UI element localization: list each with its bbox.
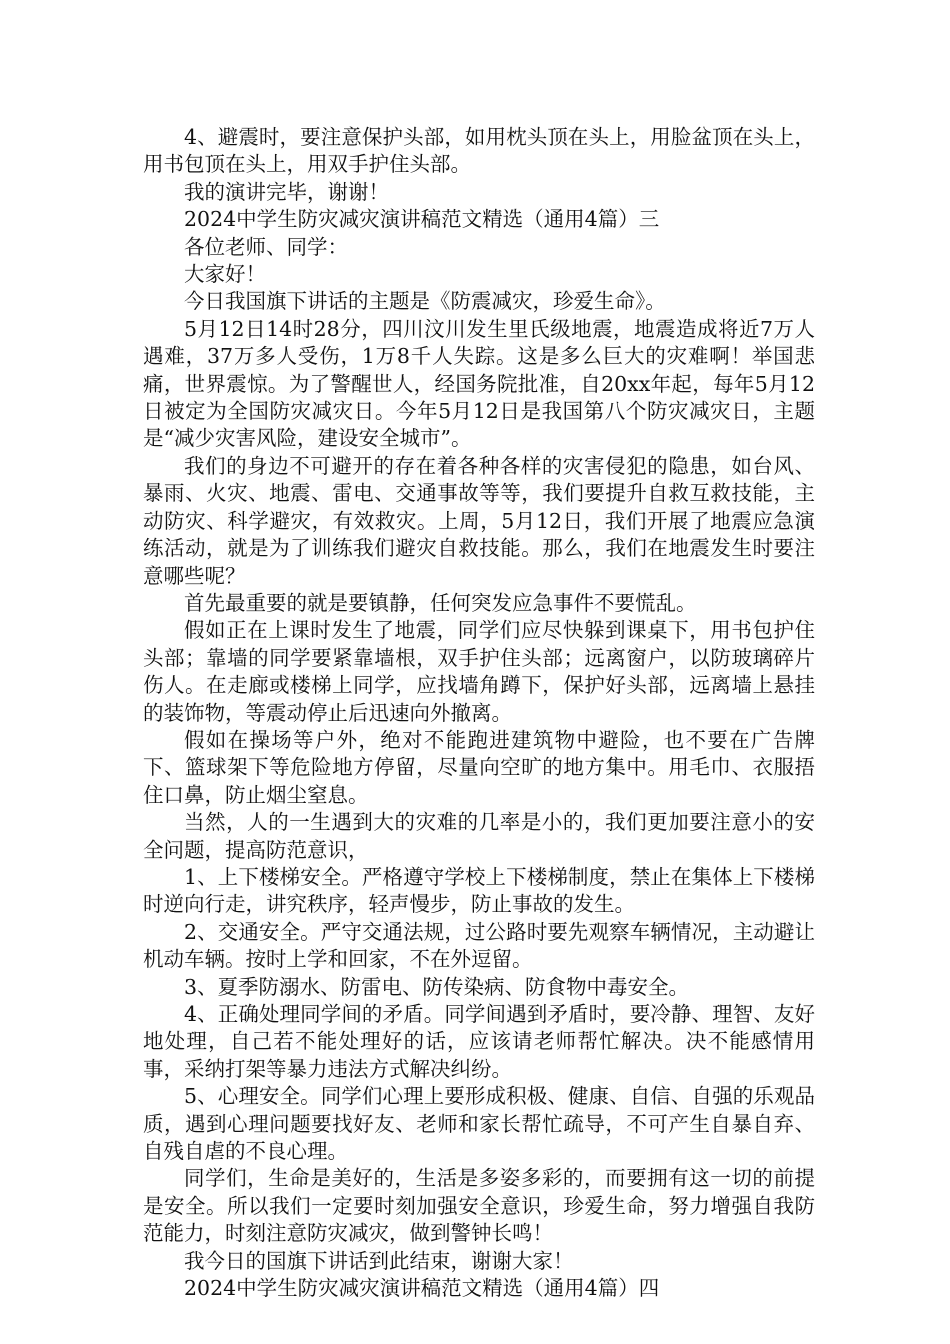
list-item: 5、心理安全。同学们心理上要形成积极、健康、自信、自强的乐观品质，遇到心理问题要找好友、老师和家长帮忙疏导，不可产生自暴自弃、自残自虐的不良心理。 — [143, 1084, 815, 1164]
paragraph: 今日我国旗下讲话的主题是《防震减灾，珍爱生命》。 — [184, 289, 666, 314]
list-item: 1、上下楼梯安全。严格遵守学校上下楼梯制度，禁止在集体上下楼梯时逆向行走，讲究秩序，轻声慢步，防止事故的发生。 — [143, 864, 815, 917]
salutation: 各位老师、同学： — [184, 234, 348, 259]
paragraph: 我今日的国旗下讲话到此结束，谢谢大家！ — [184, 1248, 574, 1273]
paragraph: 当然，人的一生遇到大的灾难的几率是小的，我们更加要注意小的安全问题，提高防范意识， — [143, 810, 815, 862]
greeting: 大家好！ — [184, 262, 266, 287]
paragraph: 首先最重要的就是要镇静，任何突发应急事件不要慌乱。 — [184, 590, 697, 615]
section-heading: 2024中学生防灾减灾演讲稿范文精选（通用4篇）三 — [184, 207, 660, 232]
paragraph: 假如在操场等户外，绝对不能跑进建筑物中避险，也不要在广告牌下、篮球架下等危险地方停留，尽量向空旷的地方集中。用毛巾、衣服捂住口鼻，防止烟尘窒息。 — [143, 727, 815, 807]
paragraph: 4、避震时，要注意保护头部，如用枕头顶在头上，用脸盆顶在头上，用书包顶在头上，用双手护住头部。 — [143, 125, 815, 177]
paragraph: 我们的身边不可避开的存在着各种各样的灾害侵犯的隐患，如台风、暴雨、火灾、地震、雷电、交通事故等等，我们要提升自救互救技能，主动防灾、科学避灾，有效救灾。上周，5月12日，我们开展了地震应急演练活动，就是为了训练我们避灾自救技能。那么，我们在地震发生时要注意哪些呢？ — [143, 453, 815, 588]
document-body — [143, 124, 815, 1302]
paragraph: 同学们，生命是美好的，生活是多姿多彩的，而要拥有这一切的前提是安全。所以我们一定要时刻加强安全意识，珍爱生命，努力增强自我防范能力，时刻注意防灾减灾，做到警钟长鸣！ — [143, 1166, 815, 1246]
paragraph: 假如正在上课时发生了地震，同学们应尽快躲到课桌下，用书包护住头部；靠墙的同学要紧靠墙根，双手护住头部；远离窗户，以防玻璃碎片伤人。在走廊或楼梯上同学，应找墙角蹲下，保护好头部，远离墙上悬挂的装饰物，等震动停止后迅速向外撤离。 — [143, 618, 815, 725]
section-heading: 2024中学生防灾减灾演讲稿范文精选（通用4篇）四 — [184, 1276, 660, 1301]
list-item: 2、交通安全。严守交通法规，过公路时要先观察车辆情况，主动避让机动车辆。按时上学和回家，不在外逗留。 — [143, 919, 815, 972]
paragraph: 5月12日14时28分，四川汶川发生里氏级地震，地震造成将近7万人遇难，37万多人受伤，1万8千人失踪。这是多么巨大的灾难啊！举国悲痛，世界震惊。为了警醒世人，经国务院批准，自20xx年起，每年5月12日被定为全国防灾减灾日。今年5月12日是我国第八个防灾减灾日，主题是“减少灾害风险，建设安全城市”。 — [143, 316, 815, 451]
paragraph: 我的演讲完毕，谢谢！ — [184, 179, 389, 204]
list-item: 4、正确处理同学间的矛盾。同学间遇到矛盾时，要冷静、理智、友好地处理，自己若不能处理好的话，应该请老师帮忙解决。决不能感情用事，采纳打架等暴力违法方式解决纠纷。 — [143, 1002, 815, 1081]
list-item: 3、夏季防溺水、防雷电、防传染病、防食物中毒安全。 — [184, 974, 690, 999]
